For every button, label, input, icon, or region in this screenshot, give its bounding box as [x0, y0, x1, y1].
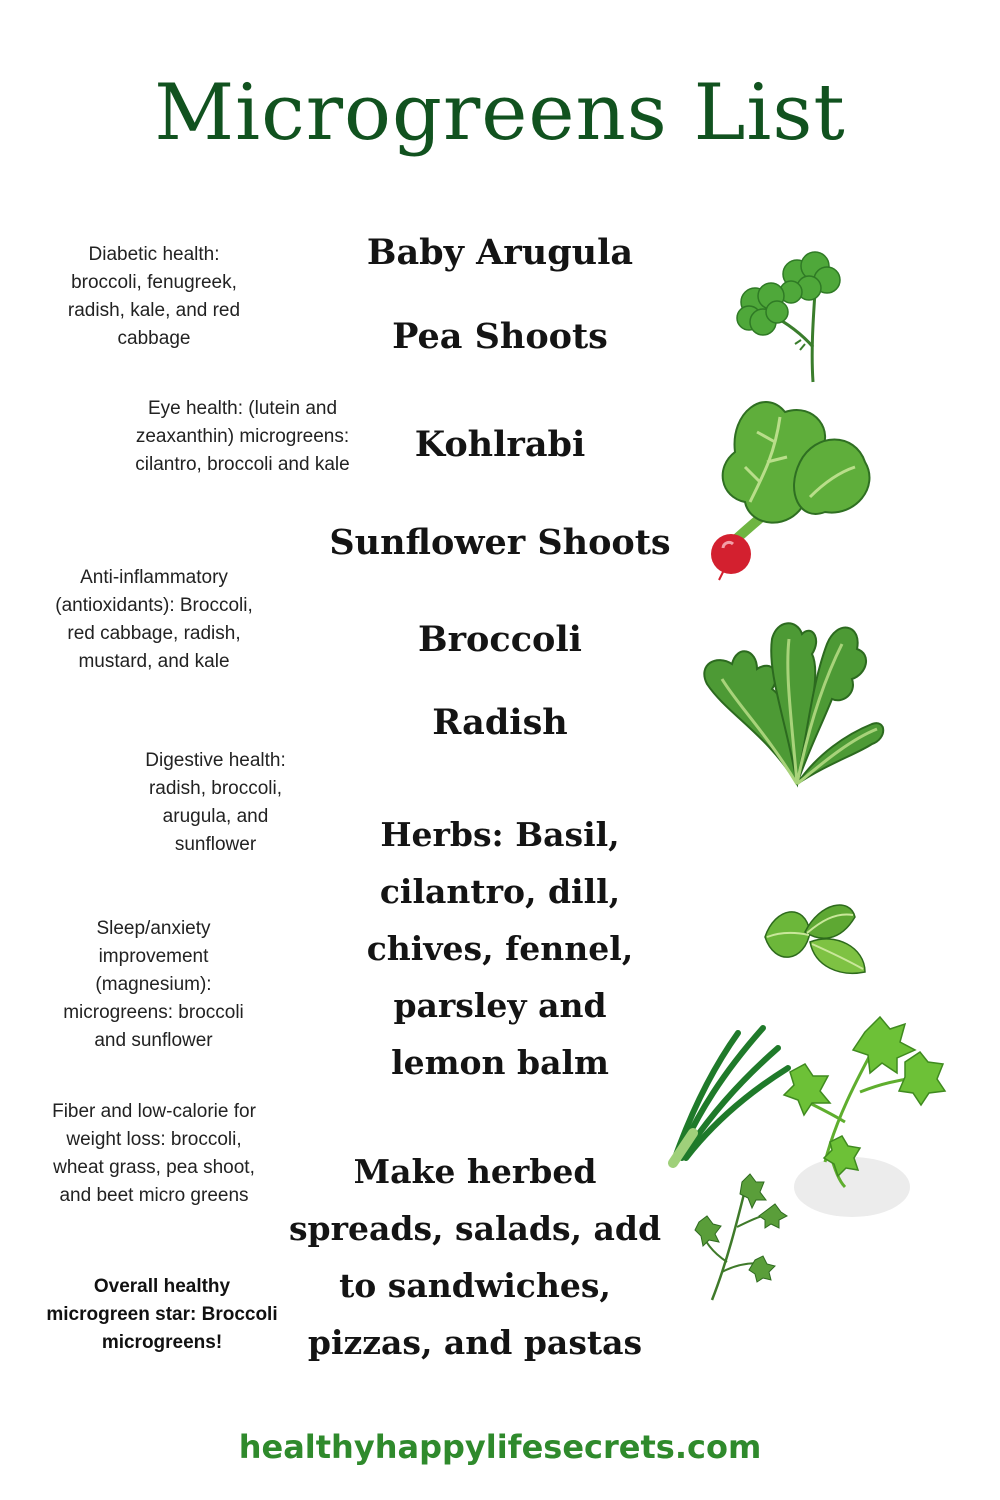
parsley-icon [785, 1012, 945, 1222]
usage-tip: Make herbed spreads, salads, add to sandwiches, pizzas, and pastas [288, 1152, 662, 1362]
page-title: Microgreens List [154, 68, 846, 158]
radish-greens-icon [705, 392, 875, 582]
cilantro-sprig-icon [697, 1172, 787, 1302]
herbs-list: Herbs: Basil, cilantro, dill, chives, fennel, parsley and lemon balm [366, 815, 634, 1082]
basil-icon [755, 897, 870, 977]
note-eye: Eye health: (lutein and zeaxanthin) microgreens: cilantro, broccoli and kale [135, 398, 350, 475]
note-fiber: Fiber and low-calorie for weight loss: broccoli, wheat grass, pea shoot, and beet micro greens [52, 1101, 256, 1206]
list-item-radish: Radish [432, 702, 568, 743]
note-anti-inflammatory: Anti-inflammatory (antioxidants): Broccoli, red cabbage, radish, mustard, and kale [55, 567, 253, 672]
list-item-sunflower: Sunflower Shoots [329, 522, 671, 563]
list-item-pea-shoots: Pea Shoots [392, 316, 608, 357]
note-sleep: Sleep/anxiety improvement (magnesium): microgreens: broccoli and sunflower [63, 918, 244, 1051]
note-diabetic: Diabetic health: broccoli, fenugreek, radish, kale, and red cabbage [67, 244, 241, 349]
list-item-broccoli: Broccoli [418, 619, 582, 660]
list-item-kohlrabi: Kohlrabi [414, 424, 586, 465]
list-item-arugula: Baby Arugula [366, 232, 634, 273]
sprout-icon [735, 252, 845, 387]
arugula-icon [697, 614, 887, 789]
note-star: Overall healthy microgreen star: Broccoli microgreens! [46, 1276, 278, 1353]
chives-icon [668, 1023, 793, 1163]
note-digestive: Digestive health: radish, broccoli, arugula, and sunflower [145, 750, 286, 855]
site-url: healthyhappylifesecrets.com [238, 1428, 762, 1466]
